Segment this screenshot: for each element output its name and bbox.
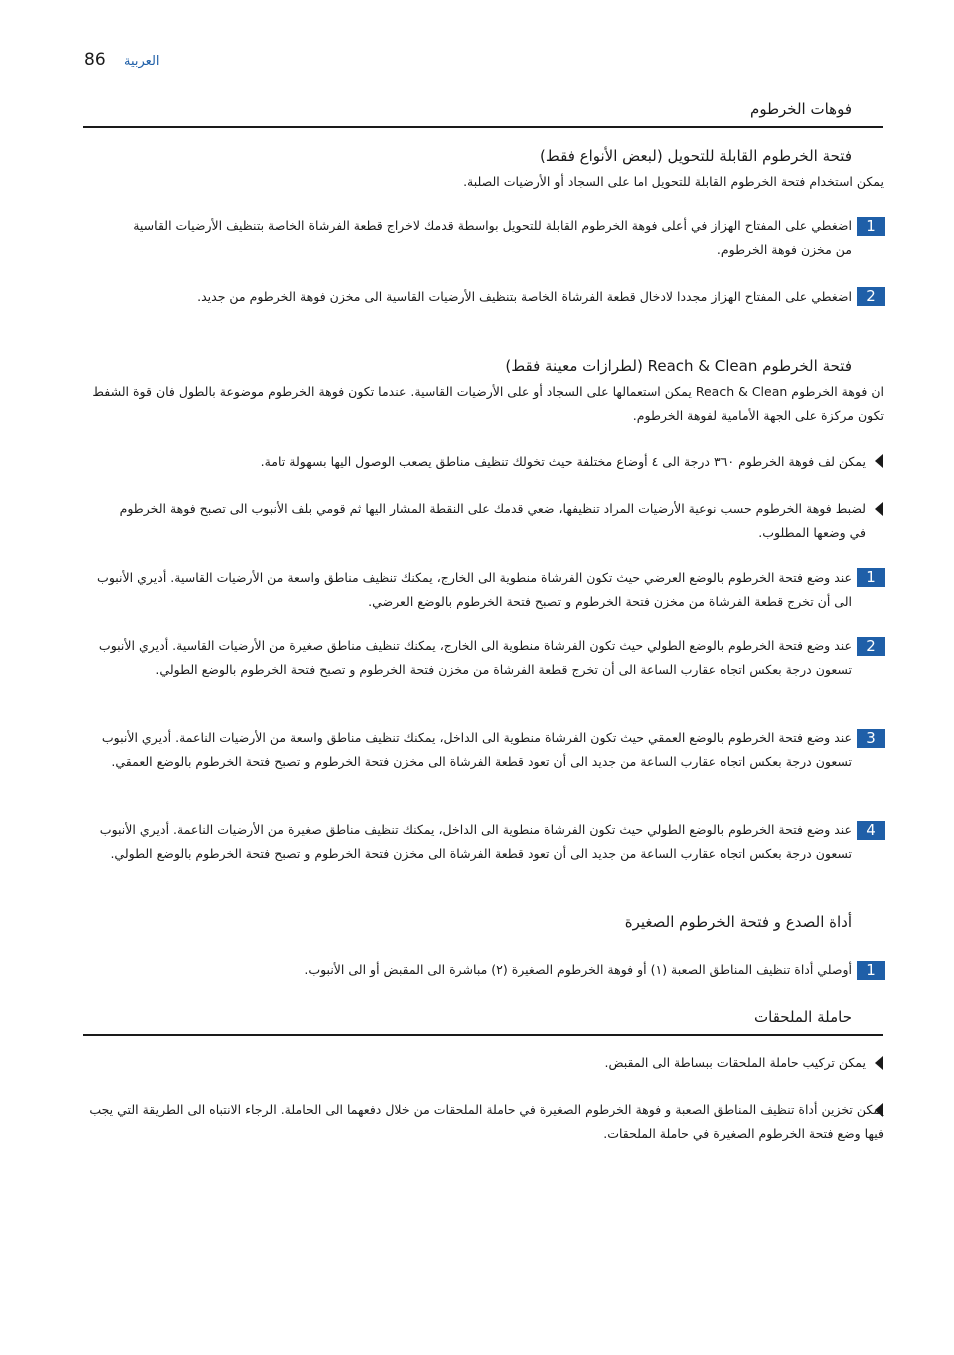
step-text: عند وضع فتحة الخرطوم بالوضع الطولي حيث تكون الفرشاة منطوية الى الخارج، يمكنك تنظيف مناطق صغيرة من الأرضيات القاسية. أديري الأنبوب تسعون درجة بعكس اتجاه عقارب الساعة الى أن تخرج قطعة الفرشاة من مخزن فتحة الخرطوم و تصبح فتحة الخرطوم بالوضع الطولي. (98, 638, 852, 677)
section-title-accessory-holder: حاملة الملحقات (754, 1008, 852, 1026)
step-text: عند وضع فتحة الخرطوم بالوضع الطولي حيث تكون الفرشاة منطوية الى الداخل، يمكنك تنظيف مناطق صغيرة من الأرضيات الناعمة. أديري الأنبوب تسعون درجة بعكس اتجاه عقارب الساعة من جديد الى أن تعود قطعة الفرشاة الى مخزن فتحة الخرطوم و تصبح فتحة الخرطوم بالوضع الطولي. (99, 822, 852, 861)
step-number-box: 2 (857, 287, 885, 306)
step-number-box: 1 (857, 217, 885, 236)
bullet-icon (875, 502, 883, 516)
language-label: العربية (124, 54, 160, 69)
intro-convertible-nozzle: يمكن استخدام فتحة الخرطوم القابلة للتحويل اما على السجاد أو الأرضيات الصلبة. (463, 174, 884, 189)
section-divider (83, 1034, 883, 1036)
step-number-box: 3 (857, 729, 885, 748)
step-text: اضغطي على المفتاح الهزاز في أعلى فوهة الخرطوم القابلة للتحويل بواسطة قدمك لاخراج قطعة الفرشاة الخاصة بتنظيف الأرضيات القاسية من مخزن فوهة الخرطوم. (133, 218, 852, 257)
intro-reach-clean: ان فوهة الخرطوم Reach & Clean يمكن استعمالها على السجاد أو على الأرضيات القاسية. عندما تكون فوهة الخرطوم موضوعة بالطول فان قوة الشفط تكون مركزة على الجهة الأمامية لفوهة الخرطوم. (92, 384, 884, 423)
step-number-box: 2 (857, 637, 885, 656)
bullet-text: يمكن لف فوهة الخرطوم ٣٦٠ درجة الى ٤ أوضاع مختلفة حيث تخولك تنظيف مناطق يصعب الوصول اليها بسهولة تامة. (260, 454, 866, 469)
step-text: اضغطي على المفتاح الهزاز مجددا لادخال قطعة الفرشاة الخاصة بتنظيف الأرضيات القاسية الى مخزن فوهة الخرطوم من جديد. (197, 289, 852, 304)
step-number-box: 4 (857, 821, 885, 840)
bullet-text: يمكن تركيب حاملة الملحقات ببساطة الى المقبض. (604, 1055, 866, 1070)
bullet-text: يمكن تخزين أداة تنظيف المناطق الصعبة و فوهة الخرطوم الصغيرة في حاملة الملحقات من خلال دفعهما الى الحاملة. الرجاء الانتباه الى الطريقة التي يجب فيها وضع فتحة الخرطوم الصغيرة في حاملة الملحقات. (89, 1102, 884, 1141)
bullet-icon (875, 454, 883, 468)
section-divider (83, 126, 883, 128)
section-title-nozzles: فوهات الخرطوم (750, 100, 852, 118)
step-number-box: 1 (857, 961, 885, 980)
heading-reach-clean: فتحة الخرطوم Reach & Clean (لطرازات معينة فقط) (505, 357, 852, 375)
page-number: 86 (84, 50, 106, 70)
heading-convertible-nozzle: فتحة الخرطوم القابلة للتحويل (لبعض الأنواع فقط) (540, 147, 852, 165)
step-text: عند وضع فتحة الخرطوم بالوضع العمقي حيث تكون الفرشاة منطوية الى الداخل، يمكنك تنظيف مناطق واسعة من الأرضيات الناعمة. أديري الأنبوب تسعون درجة بعكس اتجاه عقارب الساعة من جديد الى أن تعود قطعة الفرشاة الى مخزن فتحة الخرطوم و تصبح فتحة الخرطوم بالوضع العمقي. (101, 730, 852, 769)
heading-crevice-tool: أداة الصدع و فتحة الخرطوم الصغيرة (624, 913, 852, 931)
bullet-text: لضبط فوهة الخرطوم حسب نوعية الأرضيات المراد تنظيفها، ضعي قدمك على النقطة المشار اليها ثم قومي بلف الأنبوب الى تصبح فوهة الخرطوم في وضعها المطلوب. (119, 501, 866, 540)
step-number-box: 1 (857, 568, 885, 587)
bullet-icon (875, 1056, 883, 1070)
step-text: عند وضع فتحة الخرطوم بالوضع العرضي حيث تكون الفرشاة منطوية الى الخارج، يمكنك تنظيف مناطق واسعة من الأرضيات القاسية. أديري الأنبوب الى أن تخرج قطعة الفرشاة من مخزن فتحة الخرطوم و تصبح فتحة الخرطوم بالوضع العرضي. (97, 570, 852, 609)
step-text: أوصلي أداة تنظيف المناطق الصعبة (١) أو فوهة الخرطوم الصغيرة (٢) مباشرة الى المقبض أو الى الأنبوب. (304, 962, 852, 977)
